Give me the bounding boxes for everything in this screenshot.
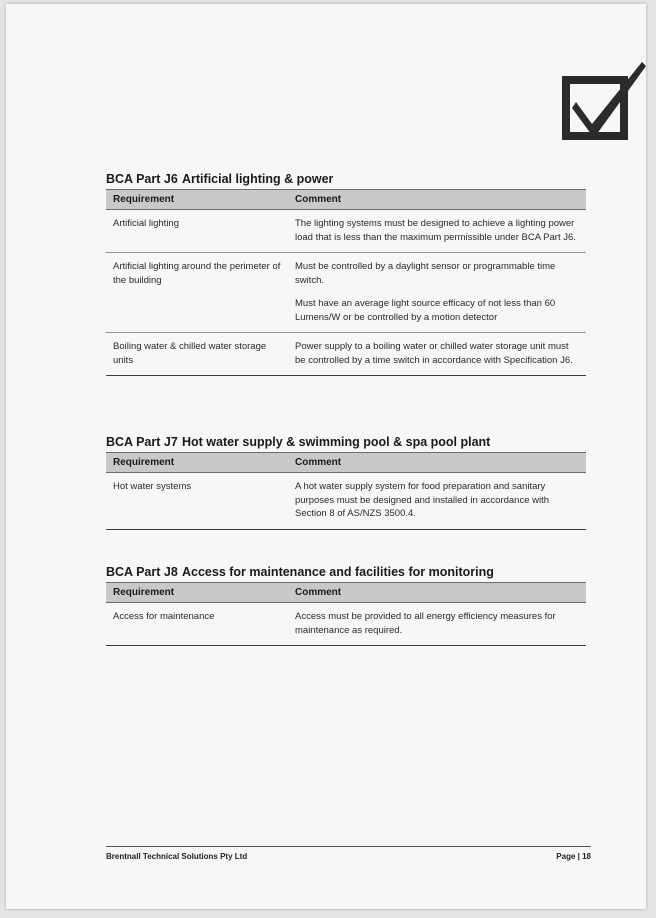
page-footer [106, 846, 591, 861]
section-title-text: Access for maintenance and facilities for monitoring [182, 565, 494, 579]
section-j8 [106, 565, 586, 646]
column-header-comment: Comment [288, 190, 586, 210]
comment-cell [288, 210, 586, 253]
column-header-requirement: Requirement [106, 190, 288, 210]
comment-text: The lighting systems must be designed to achieve a lighting power load that is less than the maximum permissible under BCA Part J6. [295, 218, 576, 243]
checkbox-check-icon [562, 58, 648, 142]
requirement-cell: Artificial lighting around the perimeter of the building [106, 253, 288, 333]
comment-text: A hot water supply system for food preparation and sanitary purposes must be designed and installed in accordance with Section 8 of AS/NZS 3500.4. [295, 481, 550, 519]
section-part-label: BCA Part J7 [106, 435, 178, 449]
requirements-table-j8 [106, 582, 586, 646]
column-header-requirement: Requirement [106, 583, 288, 603]
section-j6 [106, 172, 586, 376]
column-header-comment: Comment [288, 583, 586, 603]
table-row [106, 603, 586, 646]
table-row [106, 473, 586, 530]
table-header-row [106, 453, 586, 473]
section-part-label: BCA Part J8 [106, 565, 178, 579]
requirement-cell: Artificial lighting [106, 210, 288, 253]
comment-cell [288, 333, 586, 376]
comment-cell [288, 473, 586, 530]
comment-cell [288, 603, 586, 646]
table-header-row [106, 583, 586, 603]
table-header-row [106, 190, 586, 210]
footer-company: Brentnall Technical Solutions Pty Ltd [106, 852, 248, 861]
comment-text: Access must be provided to all energy efficiency measures for maintenance as required. [295, 611, 556, 636]
section-part-label: BCA Part J6 [106, 172, 178, 186]
requirement-cell: Access for maintenance [106, 603, 288, 646]
comment-cell [288, 253, 586, 333]
section-title-j8 [106, 565, 586, 579]
table-row [106, 333, 586, 376]
table-row [106, 253, 586, 333]
comment-text: Must be controlled by a daylight sensor or programmable time switch. [295, 261, 556, 286]
section-title-text: Artificial lighting & power [182, 172, 334, 186]
table-row [106, 210, 586, 253]
comment-text: Must have an average light source efficacy of not less than 60 Lumens/W or be controlled by a motion detector [295, 298, 556, 323]
section-title-text: Hot water supply & swimming pool & spa pool plant [182, 435, 491, 449]
section-title-j7 [106, 435, 586, 449]
requirement-cell: Boiling water & chilled water storage units [106, 333, 288, 376]
document-page [6, 4, 646, 909]
requirement-cell: Hot water systems [106, 473, 288, 530]
requirements-table-j6 [106, 189, 586, 376]
comment-text: Power supply to a boiling water or chilled water storage unit must be controlled by a time switch in accordance with Specification J6. [295, 341, 573, 366]
section-title-j6 [106, 172, 586, 186]
section-j7 [106, 435, 586, 530]
column-header-requirement: Requirement [106, 453, 288, 473]
requirements-table-j7 [106, 452, 586, 530]
column-header-comment: Comment [288, 453, 586, 473]
footer-page-number: Page | 18 [556, 852, 591, 861]
